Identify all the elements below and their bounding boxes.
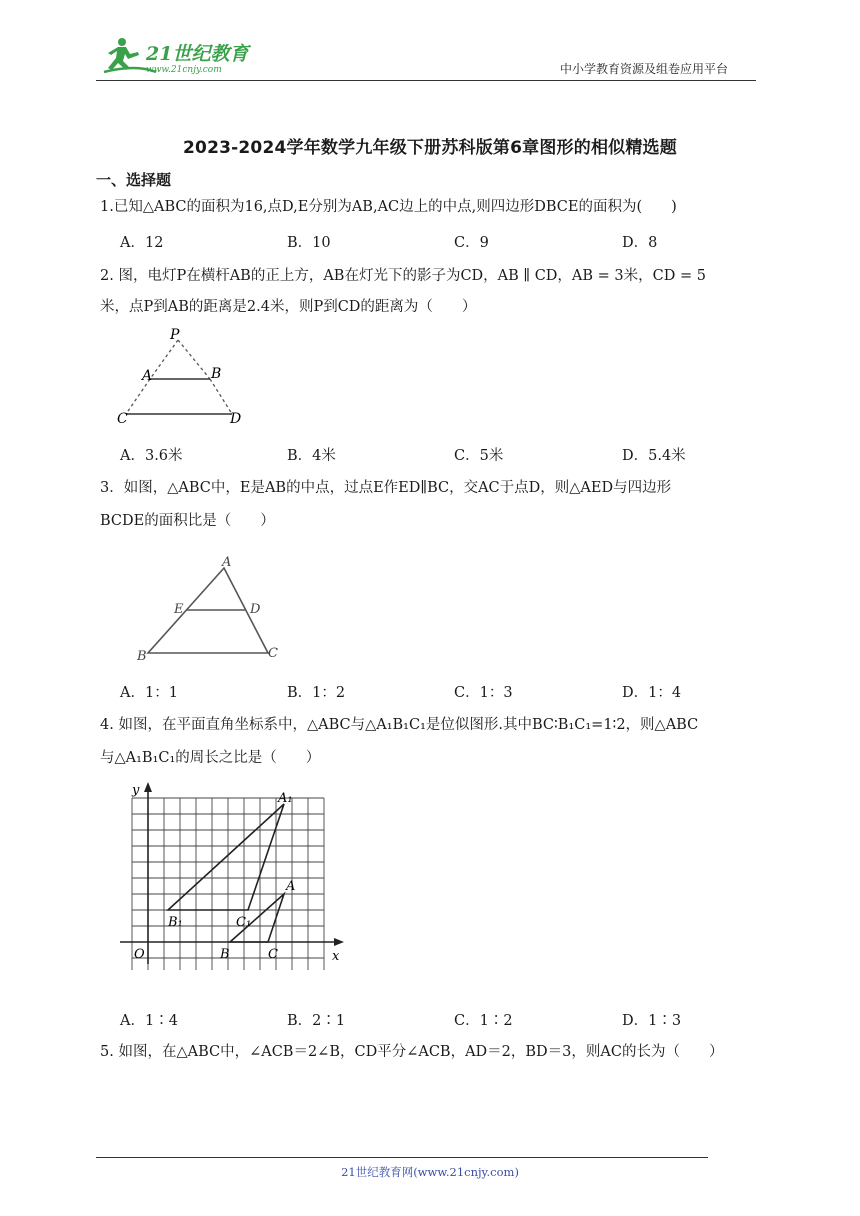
- footer-text: 21世纪教育网(www.21cnjy.com): [341, 1165, 519, 1179]
- question-4-text-line1: 4. 如图，在平面直角坐标系中，△ABC与△A₁B₁C₁是位似图形.其中BC∶B₁C₁=1∶2，则△ABC: [100, 717, 699, 733]
- q2-option-a: A．3.6米: [120, 448, 183, 464]
- q3-option-d: D．1：4: [622, 685, 682, 701]
- question-2-text-line1: 2. 图，电灯P在横杆AB的正上方，AB在灯光下的影子为CD，AB ∥ CD，AB = 3米，CD = 5: [100, 268, 706, 284]
- q4-option-c: C．1∶2: [454, 1013, 513, 1029]
- q2-label-b: B: [211, 366, 222, 382]
- q1-option-b: B．10: [287, 235, 331, 251]
- q4-label-o: O: [134, 947, 145, 962]
- q4-label-y: y: [132, 783, 140, 798]
- q4-label-x: x: [332, 949, 340, 964]
- q2-label-p: P: [170, 327, 180, 343]
- header-divider: [96, 80, 756, 81]
- question-3-text-line1: 3．如图，△ABC中，E是AB的中点，过点E作ED∥BC，交AC于点D，则△AED与四边形: [100, 480, 672, 496]
- question-4-figure: [112, 780, 352, 970]
- question-5-text: 5. 如图，在△ABC中，∠ACB＝2∠B，CD平分∠ACB，AD＝2，BD＝3，则AC的长为（ ）: [100, 1044, 724, 1060]
- q3-label-a: A: [222, 555, 232, 570]
- question-4-text-line2: 与△A₁B₁C₁的周长之比是（ ）: [100, 750, 321, 766]
- q2-label-a: A: [142, 368, 153, 384]
- q4-label-a1: A₁: [278, 791, 293, 806]
- q4-label-a: A: [286, 879, 296, 894]
- q4-label-c: C: [268, 947, 278, 962]
- q1-option-d: D．8: [622, 235, 658, 251]
- q3-label-d: D: [250, 602, 261, 617]
- question-3-figure: [132, 550, 292, 668]
- question-2-text-line2: 米，点P到AB的距离是2.4米，则P到CD的距离为（ ）: [100, 299, 477, 315]
- q4-option-d: D．1∶3: [622, 1013, 682, 1029]
- q2-option-b: B．4米: [287, 448, 336, 464]
- q1-option-c: C．9: [454, 235, 489, 251]
- q2-option-c: C．5米: [454, 448, 504, 464]
- question-1-text: 1.已知△ABC的面积为16,点D,E分别为AB,AC边上的中点,则四边形DBCE的面积为( ): [100, 199, 677, 215]
- q3-label-c: C: [268, 646, 278, 661]
- q3-option-a: A．1：1: [120, 685, 178, 701]
- q4-option-b: B．2∶1: [287, 1013, 346, 1029]
- q2-option-d: D．5.4米: [622, 448, 686, 464]
- q1-option-a: A．12: [120, 235, 164, 251]
- platform-name: 中小学教育资源及组卷应用平台: [560, 62, 729, 76]
- question-2-figure: [112, 326, 252, 430]
- q4-label-b1: B₁: [168, 915, 183, 930]
- q3-label-b: B: [137, 649, 147, 664]
- q4-option-a: A．1∶4: [120, 1013, 178, 1029]
- q3-option-b: B．1：2: [287, 685, 346, 701]
- q2-label-c: C: [117, 411, 128, 427]
- section-heading: 一、选择题: [96, 171, 172, 189]
- logo-url-text: www.21cnjy.com: [146, 65, 222, 75]
- q3-option-c: C．1：3: [454, 685, 513, 701]
- q2-label-d: D: [230, 411, 242, 427]
- footer-divider: [96, 1157, 708, 1158]
- question-3-text-line2: BCDE的面积比是（ ）: [100, 513, 275, 529]
- q4-label-c1: C₁: [236, 915, 252, 930]
- page-title: 2023-2024学年数学九年级下册苏科版第6章图形的相似精选题: [183, 138, 677, 158]
- logo-text: 21世纪教育: [146, 43, 249, 65]
- q4-label-b: B: [220, 947, 230, 962]
- q3-label-e: E: [174, 602, 184, 617]
- site-logo: [96, 34, 256, 78]
